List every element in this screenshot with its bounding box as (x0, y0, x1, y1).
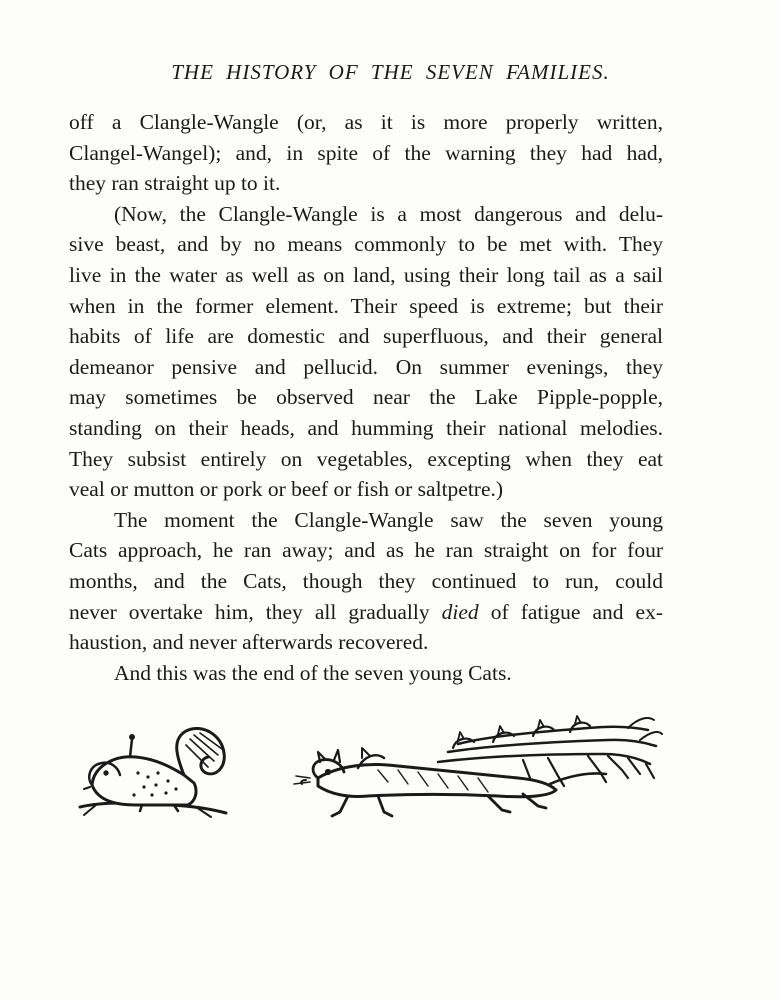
text-line: live in the water as well as on land, using their long tail as a sail (69, 262, 663, 287)
clangle-wangle-illustration (76, 725, 236, 820)
text-fragment: never overtake him, they all gradually (69, 599, 430, 624)
text-line: And this was the end of the seven young Cats. (114, 660, 512, 685)
paragraph-3 (69, 505, 663, 658)
italic-word: died (441, 599, 479, 624)
running-cats-illustration (288, 712, 663, 822)
paragraph-4 (69, 658, 663, 689)
text-line: months, and the Cats, though they continued to run, could (69, 568, 663, 593)
text-line: Cats approach, he ran away; and as he ran straight on for four (69, 538, 663, 563)
paragraph-2 (69, 199, 663, 505)
body-text (69, 107, 663, 688)
text-fragment: of fatigue and ex- (490, 599, 664, 624)
text-line: habits of life are domestic and superfluous, and their general (69, 324, 663, 349)
text-line: (Now, the Clangle-Wangle is a most dangerous and delu- (114, 201, 663, 226)
text-line: veal or mutton or pork or beef or fish or saltpetre.) (69, 477, 504, 502)
text-line: off a Clangle-Wangle (or, as it is more properly written, (69, 110, 663, 134)
text-line: sive beast, and by no means commonly to be met with. They (69, 232, 663, 257)
text-line-with-italic (69, 597, 663, 628)
text-line: standing on their heads, and humming their national melodies. (69, 415, 663, 440)
text-line: They subsist entirely on vegetables, excepting when they eat (69, 446, 663, 471)
text-line: The moment the Clangle-Wangle saw the seven young (114, 507, 663, 532)
text-line: when in the former element. Their speed is extreme; but their (69, 293, 663, 318)
text-line: haustion, and never afterwards recovered. (69, 630, 429, 655)
paragraph-1 (69, 107, 663, 199)
text-line: Clangel-Wangel); and, in spite of the warning they had had, (69, 140, 663, 165)
text-line: demeanor pensive and pellucid. On summer evenings, they (69, 354, 663, 379)
running-head: THE HISTORY OF THE SEVEN FAMILIES. (171, 60, 610, 84)
text-line: may sometimes be observed near the Lake Pipple-popple, (69, 385, 663, 410)
text-line: they ran straight up to it. (69, 171, 281, 196)
